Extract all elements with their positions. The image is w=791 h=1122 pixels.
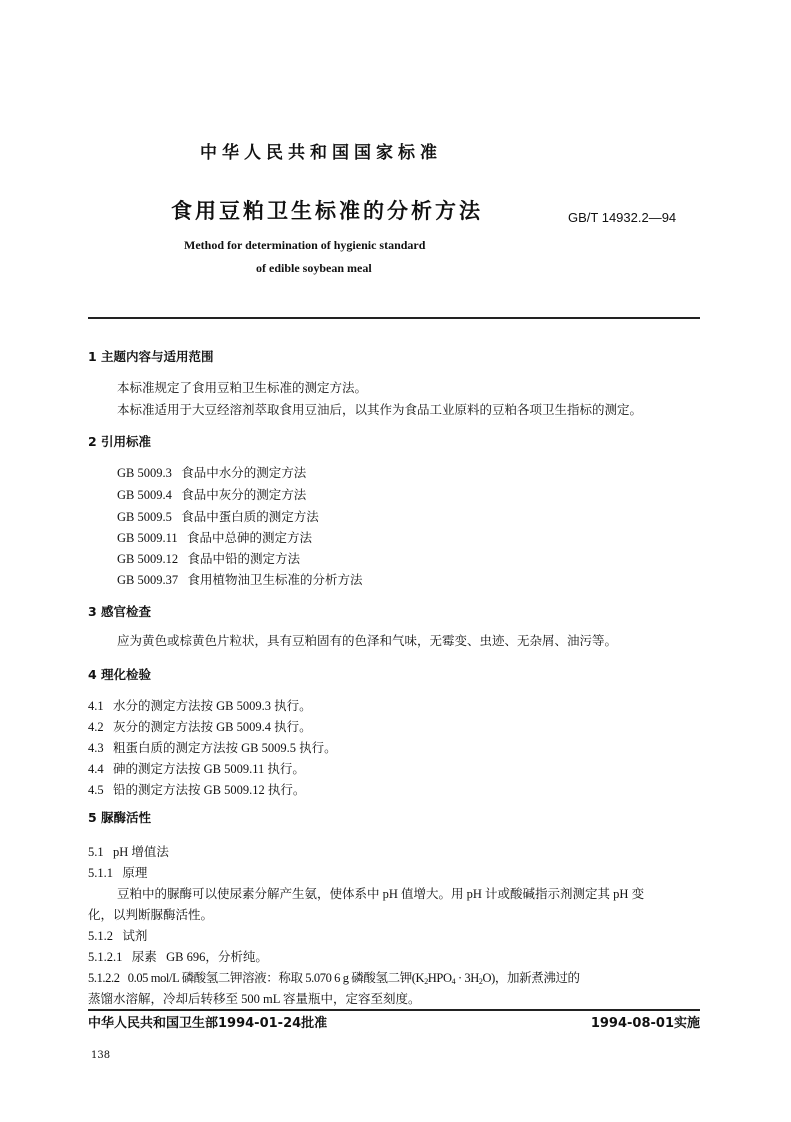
section-4-item: 4.2 灰分的测定方法按 GB 5009.4 执行。 — [88, 720, 312, 734]
section-5-1: 5.1 pH 增值法 — [88, 845, 169, 859]
section-5-1-2-2-line2: 蒸馏水溶解，冷却后转移至 500 mL 容量瓶中，定容至刻度。 — [88, 992, 421, 1006]
section-1-p2: 本标准适用于大豆经溶剂萃取食用豆油后，以其作为食品工业原料的豆粕各项卫生指标的测定。 — [117, 403, 643, 417]
section-5-1-2-2 — [88, 970, 580, 986]
section-3-heading: 3 感官检查 — [88, 604, 152, 619]
section-4-item: 4.4 砷的测定方法按 GB 5009.11 执行。 — [88, 762, 305, 776]
section-4-item: 4.1 水分的测定方法按 GB 5009.3 执行。 — [88, 699, 312, 713]
reference-item: GB 5009.5 食品中蛋白质的测定方法 — [117, 510, 319, 524]
subscript: 2 — [424, 977, 428, 986]
section-4-item: 4.5 铅的测定方法按 GB 5009.12 执行。 — [88, 783, 306, 797]
reference-item: GB 5009.4 食品中灰分的测定方法 — [117, 488, 307, 502]
section-4-item: 4.3 粗蛋白质的测定方法按 GB 5009.5 执行。 — [88, 741, 337, 755]
approval-note: 中华人民共和国卫生部1994-01-24批准 — [88, 1016, 328, 1031]
header-divider — [88, 317, 700, 319]
section-5-1-1: 5.1.1 原理 — [88, 866, 148, 880]
standard-number: GB/T 14932.2—94 — [568, 210, 677, 225]
implementation-date: 1994-08-01实施 — [590, 1016, 700, 1031]
reference-item: GB 5009.3 食品中水分的测定方法 — [117, 466, 307, 480]
section-5-heading: 5 脲酶活性 — [88, 810, 152, 825]
english-title-line2: of edible soybean meal — [256, 261, 372, 275]
section-1-heading: 1 主题内容与适用范围 — [88, 349, 214, 364]
reference-item: GB 5009.37 食用植物油卫生标准的分析方法 — [117, 573, 363, 587]
reference-item: GB 5009.12 食品中铅的测定方法 — [117, 552, 300, 566]
reagent-text: O)，加新煮沸过的 — [482, 971, 580, 985]
section-2-heading: 2 引用标准 — [88, 434, 152, 449]
reagent-text: · 3H — [455, 971, 479, 985]
reagent-text: HPO — [427, 971, 452, 985]
country-standard-heading: 中华人民共和国国家标准 — [200, 143, 442, 163]
principle-line2: 化，以判断脲酶活性。 — [88, 908, 214, 922]
reference-item: GB 5009.11 食品中总砷的测定方法 — [117, 531, 313, 545]
subscript: 2 — [478, 977, 483, 986]
page-number: 138 — [91, 1050, 111, 1061]
section-4-heading: 4 理化检验 — [88, 667, 152, 682]
footer-divider — [88, 1009, 700, 1011]
section-1-p1: 本标准规定了食用豆粕卫生标准的测定方法。 — [117, 381, 368, 395]
principle-line1: 豆粕中的脲酶可以使尿素分解产生氨，使体系中 pH 值增大。用 pH 计或酸碱指示剂测定其 pH 变 — [117, 887, 645, 901]
subscript: 4 — [451, 977, 456, 986]
section-3-p1: 应为黄色或棕黄色片粒状，具有豆粕固有的色泽和气味，无霉变、虫迹、无杂屑、油污等。 — [117, 634, 618, 648]
english-title-line1: Method for determination of hygienic standard — [184, 238, 426, 252]
reagent-text: 5.1.2.2 0.05 mol/L 磷酸氢二钾溶液：称取 5.070 6 g 磷酸氢二钾(K — [88, 971, 425, 985]
document-title: 食用豆粕卫生标准的分析方法 — [171, 199, 483, 223]
section-5-1-2: 5.1.2 试剂 — [88, 929, 148, 943]
section-5-1-2-1: 5.1.2.1 尿素 GB 696，分析纯。 — [88, 950, 268, 964]
